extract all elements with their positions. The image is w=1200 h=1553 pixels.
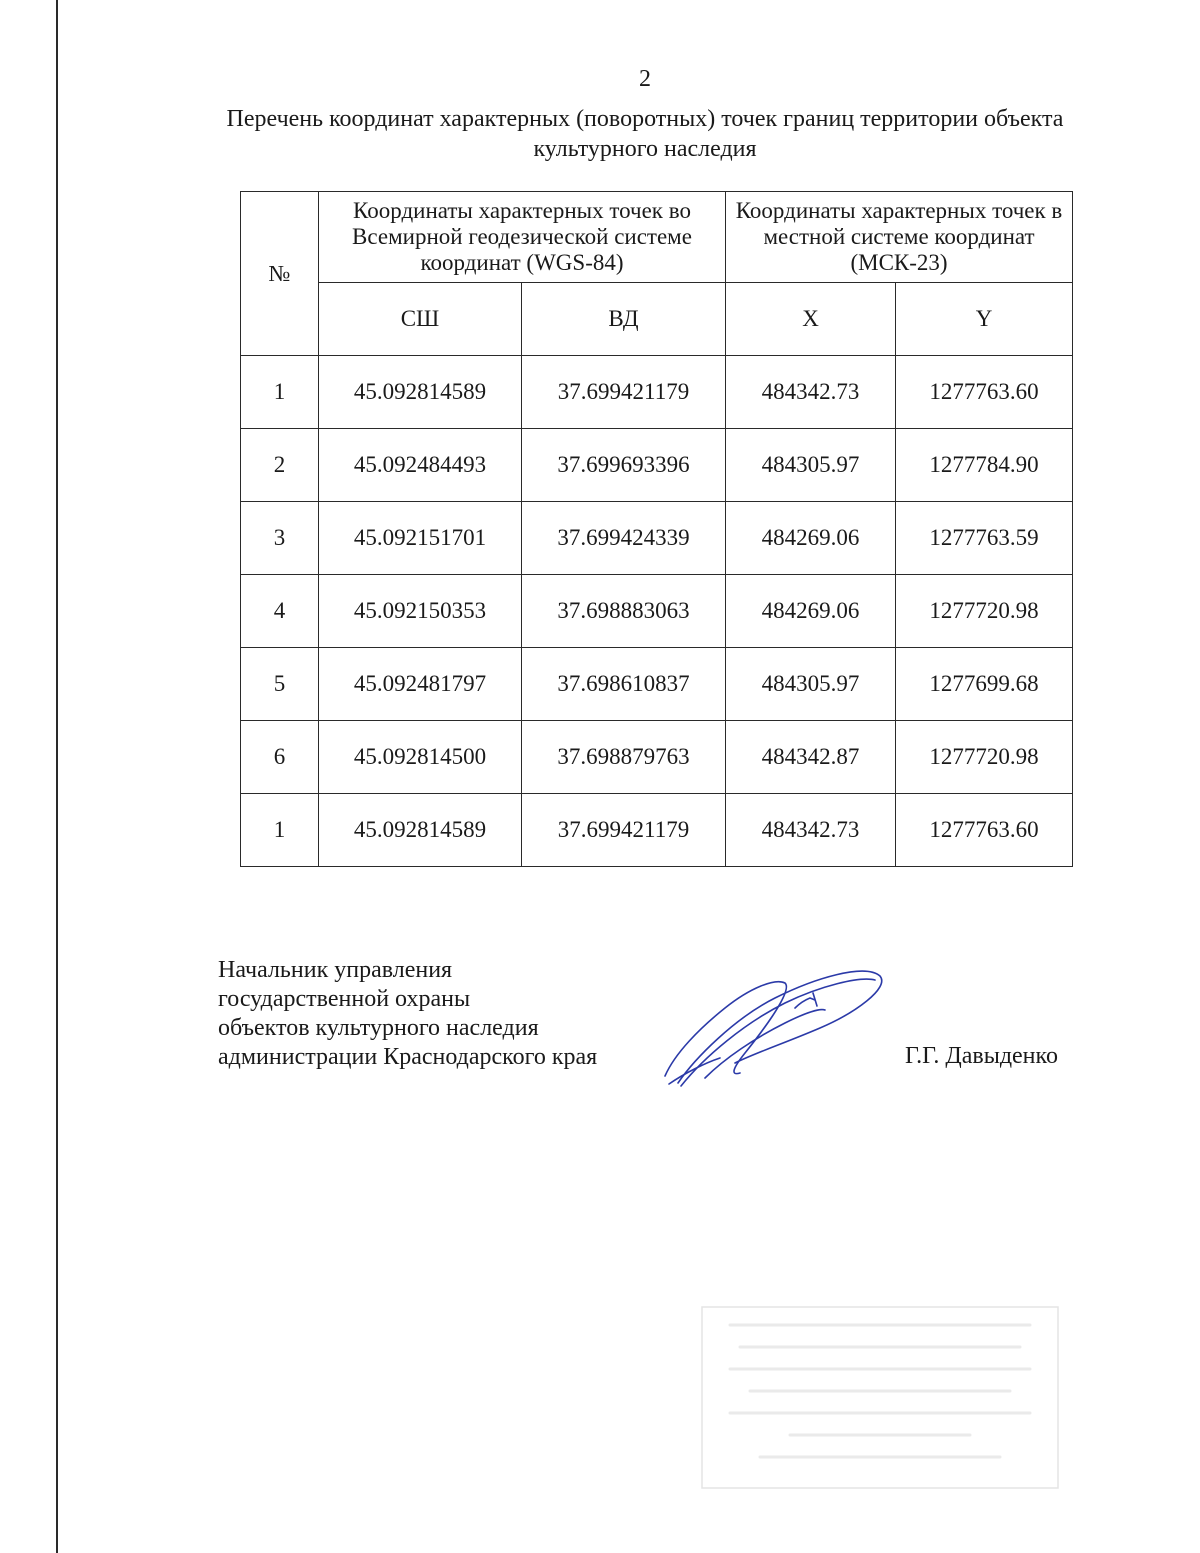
cell-longitude: 37.699693396 (522, 429, 726, 502)
cell-number: 6 (241, 721, 319, 794)
cell-y: 1277720.98 (896, 575, 1073, 648)
cell-latitude: 45.092814589 (319, 356, 522, 429)
cell-longitude: 37.699421179 (522, 794, 726, 867)
cell-latitude: 45.092150353 (319, 575, 522, 648)
column-header-x: X (726, 283, 896, 356)
cell-x: 484305.97 (726, 648, 896, 721)
column-group-msk23: Координаты характерных точек в местной системе координат (МСК-23) (726, 192, 1073, 283)
cell-longitude: 37.698610837 (522, 648, 726, 721)
cell-y: 1277763.60 (896, 794, 1073, 867)
cell-x: 484305.97 (726, 429, 896, 502)
cell-number: 4 (241, 575, 319, 648)
coordinates-table (240, 191, 1073, 867)
cell-x: 484342.73 (726, 794, 896, 867)
cell-latitude: 45.092481797 (319, 648, 522, 721)
cell-number: 1 (241, 794, 319, 867)
cell-longitude: 37.699421179 (522, 356, 726, 429)
table-row (241, 794, 1073, 867)
faint-stamp-icon (700, 1305, 1060, 1490)
page-number: 2 (639, 66, 651, 92)
column-header-latitude: СШ (319, 283, 522, 356)
cell-longitude: 37.699424339 (522, 502, 726, 575)
cell-longitude: 37.698879763 (522, 721, 726, 794)
cell-latitude: 45.092484493 (319, 429, 522, 502)
document-title: Перечень координат характерных (поворотных) точек границ территории объекта культурного наследия (226, 106, 1064, 162)
cell-y: 1277699.68 (896, 648, 1073, 721)
cell-x: 484269.06 (726, 502, 896, 575)
cell-x: 484269.06 (726, 575, 896, 648)
column-group-wgs84: Координаты характерных точек во Всемирной геодезической системе координат (WGS-84) (319, 192, 726, 283)
cell-y: 1277784.90 (896, 429, 1073, 502)
page-left-edge-rule (56, 0, 58, 1553)
cell-latitude: 45.092151701 (319, 502, 522, 575)
column-header-number: № (241, 192, 319, 356)
table-row (241, 648, 1073, 721)
cell-y: 1277763.59 (896, 502, 1073, 575)
signatory-position (218, 956, 597, 1072)
signatory-name: Г.Г. Давыденко (905, 1043, 1058, 1069)
cell-latitude: 45.092814589 (319, 794, 522, 867)
table-row (241, 502, 1073, 575)
column-header-longitude: ВД (522, 283, 726, 356)
cell-number: 5 (241, 648, 319, 721)
cell-latitude: 45.092814500 (319, 721, 522, 794)
signatory-position-line: администрации Краснодарского края (218, 1044, 598, 1070)
table-header-row-groups (241, 192, 1073, 283)
cell-number: 3 (241, 502, 319, 575)
signatory-position-line: объектов культурного наследия (218, 1015, 539, 1041)
column-header-y: Y (896, 283, 1073, 356)
table-row (241, 429, 1073, 502)
signatory-position-line: государственной охраны (218, 986, 471, 1012)
cell-y: 1277720.98 (896, 721, 1073, 794)
cell-longitude: 37.698883063 (522, 575, 726, 648)
signatory-position-line: Начальник управления (218, 957, 453, 983)
cell-number: 2 (241, 429, 319, 502)
cell-x: 484342.73 (726, 356, 896, 429)
table-row (241, 356, 1073, 429)
handwritten-signature-icon (645, 958, 895, 1098)
cell-number: 1 (241, 356, 319, 429)
table-header-row-sub (241, 283, 1073, 356)
table-row (241, 575, 1073, 648)
table-row (241, 721, 1073, 794)
cell-y: 1277763.60 (896, 356, 1073, 429)
cell-x: 484342.87 (726, 721, 896, 794)
